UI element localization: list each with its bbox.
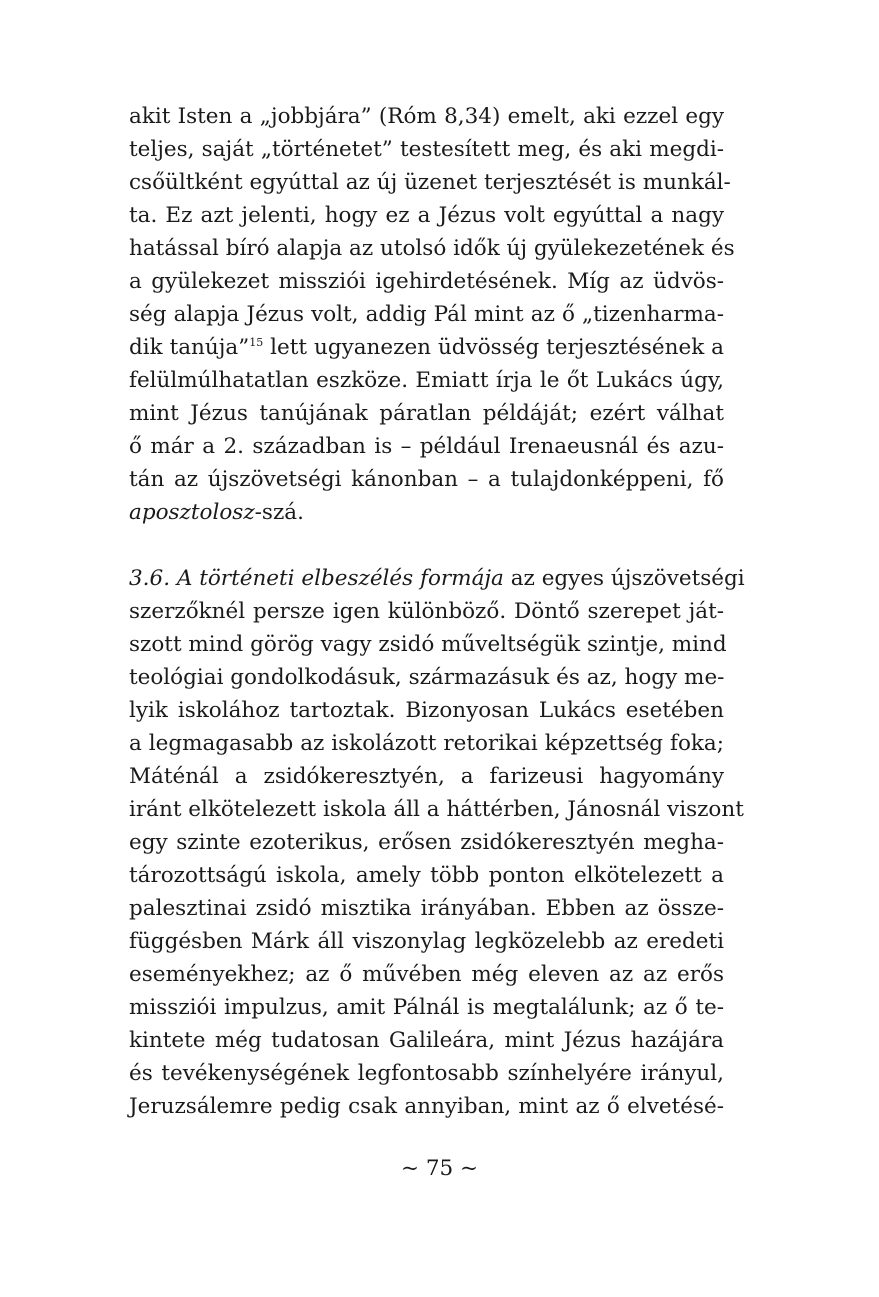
- page-number: ~ 75 ~: [400, 1156, 479, 1181]
- text-line: a gyülekezet missziói igehirdetésének. Míg az üdvös-: [129, 269, 724, 294]
- text-line: a legmagasabb az iskolázott retorikai képzettség foka;: [129, 731, 724, 756]
- text-line: szott mind görög vagy zsidó műveltségük szintje, mind: [129, 632, 727, 657]
- line-text-after-footnote: lett ugyanezen üdvösség terjesztésének a: [263, 335, 724, 360]
- text-line: lyik iskolához tartoztak. Bizonyosan Lukács esetében: [129, 698, 724, 723]
- line-text-rest: az egyes újszövetségi: [503, 566, 745, 591]
- text-line: ő már a 2. században is – például Irenaeusnál és azu-: [129, 434, 724, 459]
- text-line: függésben Márk áll viszonylag legközelebb az eredeti: [129, 929, 724, 954]
- text-line: Máténál a zsidókeresztyén, a farizeusi hagyomány: [129, 764, 724, 789]
- text-line: ség alapja Jézus volt, addig Pál mint az ő „tizenharma-: [129, 302, 724, 327]
- text-line: eseményekhez; az ő művében még eleven az az erős: [129, 962, 724, 987]
- paragraph-1: [129, 100, 735, 529]
- text-line: szerzőknél persze igen különböző. Döntő szerepet ját-: [129, 599, 724, 624]
- section-heading: 3.6. A történeti elbeszélés formája: [129, 566, 504, 591]
- text-line: iránt elkötelezett iskola áll a háttérben, Jánosnál viszont: [129, 797, 744, 822]
- text-line: akit Isten a „jobbjára” (Róm 8,34) emelt, aki ezzel egy: [129, 104, 724, 129]
- footnote-reference: 15: [249, 336, 264, 349]
- text-line: Jeruzsálemre pedig csak annyiban, mint az ő elvetésé-: [129, 1094, 724, 1119]
- text-line-with-footnote: [129, 331, 724, 364]
- text-line: csőültként egyúttal az új üzenet terjesztését is munkál-: [129, 170, 731, 195]
- text-line: tározottságú iskola, amely több ponton elkötelezett a: [129, 863, 724, 888]
- line-text-rest: -szá.: [254, 500, 304, 525]
- text-line: ta. Ez azt jelenti, hogy ez a Jézus volt egyúttal a nagy: [129, 203, 724, 228]
- text-line: felülmúlhatatlan eszköze. Emiatt írja le őt Lukács úgy,: [129, 368, 724, 393]
- paragraph-2: [129, 562, 745, 1123]
- text-line: hatással bíró alapja az utolsó idők új gyülekezetének és: [129, 236, 735, 261]
- text-line: egy szinte ezoterikus, erősen zsidókeresztyén megha-: [129, 830, 724, 855]
- text-line: teljes, saját „történetet” testesített meg, és aki megdi-: [129, 137, 724, 162]
- text-line: missziói impulzus, amit Pálnál is megtalálunk; az ő te-: [129, 995, 724, 1020]
- text-line: és tevékenységének legfontosabb színhelyére irányul,: [129, 1061, 724, 1086]
- section-heading-line: [129, 562, 745, 595]
- text-line: kintete még tudatosan Galileára, mint Jézus hazájára: [129, 1028, 724, 1053]
- line-text-before-footnote: dik tanúja”: [129, 335, 250, 360]
- text-line: palesztinai zsidó misztika irányában. Ebben az össze-: [129, 896, 724, 921]
- text-line: tán az újszövetségi kánonban – a tulajdonképpeni, fő: [129, 467, 724, 492]
- text-line: teológiai gondolkodásuk, származásuk és az, hogy me-: [129, 665, 725, 690]
- text-line-last: [129, 496, 724, 529]
- text-line: mint Jézus tanújának páratlan példáját; ezért válhat: [129, 401, 724, 426]
- italic-term: aposztolosz: [129, 500, 255, 525]
